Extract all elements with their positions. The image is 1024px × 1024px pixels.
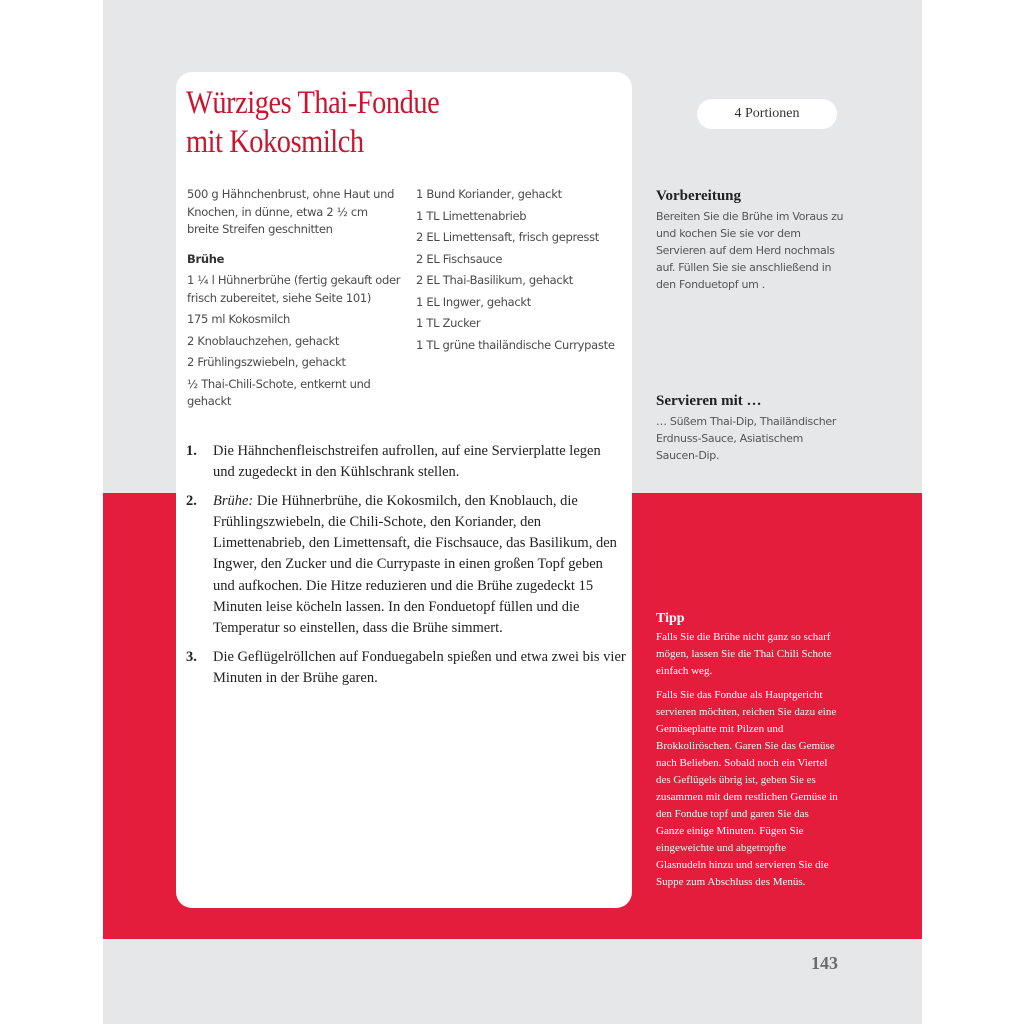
preparation-heading: Vorbereitung bbox=[656, 188, 742, 204]
tip-box bbox=[656, 610, 838, 898]
ingredient-item: ½ Thai-Chili-Schote, entkernt und gehackt bbox=[187, 376, 371, 408]
ingredient-item: 2 EL Thai-Basilikum, gehackt bbox=[416, 273, 574, 287]
preparation-text: Bereiten Sie die Brühe im Voraus zu und kochen Sie sie vor dem Servieren auf dem Herd nochmals auf. Füllen Sie sie anschließend in den Fonduetopf um . bbox=[656, 210, 844, 291]
portions-label: 4 Portionen bbox=[734, 106, 800, 121]
ingredient-item: 2 Knoblauchzehen, gehackt bbox=[187, 333, 340, 348]
ingredient-item: 1 Bund Koriander, gehackt bbox=[416, 187, 562, 201]
step-number: 3. bbox=[186, 648, 197, 665]
tip-heading: Tipp bbox=[656, 611, 685, 626]
method-step bbox=[186, 441, 626, 484]
page-number: 143 bbox=[811, 953, 838, 973]
ingredient-item: 1 TL grüne thailändische Currypaste bbox=[416, 337, 615, 352]
step-number: 2. bbox=[186, 492, 197, 509]
tip-text-2: Falls Sie das Fondue als Hauptgericht servieren möchten, reichen Sie dazu eine Gemüseplatte mit Pilzen und Brokkoliröschen. Garen Sie das Gemüse nach Belieben. Sobald noch ein Viertel des Geflügels übrig ist, geben Sie es zusammen mit dem restlichen Gemüse in den Fondue topf und garen Sie das Ganze einige Minuten. Fügen Sie eingeweichte und abgetropfte Glasnudeln hinzu und servieren Sie die Suppe zum Abschluss des Menüs. bbox=[656, 689, 838, 888]
portions-badge bbox=[697, 99, 837, 129]
ingredient-item: 1 TL Limettenabrieb bbox=[416, 208, 527, 223]
ingredient-item: 500 g Hähnchenbrust, ohne Haut und Knochen, in dünne, etwa 2 ½ cm breite Streifen geschnitten bbox=[187, 187, 395, 236]
ingredient-item: 2 EL Limettensaft, frisch gepresst bbox=[416, 230, 600, 244]
tip-text-1: Falls Sie die Brühe nicht ganz so scharf mögen, lassen Sie die Thai Chili Schote einfach weg. bbox=[656, 631, 832, 677]
serving-box bbox=[656, 392, 846, 464]
ingredient-item: 2 EL Fischsauce bbox=[416, 251, 503, 266]
serving-heading: Servieren mit … bbox=[656, 393, 762, 409]
title-line-2: mit Kokosmilch bbox=[186, 124, 364, 160]
broth-heading: Brühe bbox=[187, 251, 225, 266]
ingredient-item: 1 TL Zucker bbox=[416, 316, 481, 330]
recipe-title bbox=[186, 84, 547, 162]
preparation-box bbox=[656, 187, 846, 293]
step-number: 1. bbox=[186, 443, 197, 459]
step-text: Die Hähnchenfleischstreifen aufrollen, auf eine Servierplatte legen und zugedeckt in den Kühlschrank stellen. bbox=[213, 443, 601, 481]
method-step bbox=[186, 647, 626, 690]
step-text: Die Geflügelröllchen auf Fonduegabeln spießen und etwa zwei bis vier Minuten in der Brühe garen. bbox=[213, 648, 626, 686]
ingredient-item: 1 EL Ingwer, gehackt bbox=[416, 294, 532, 309]
ingredient-item: 1 ¼ l Hühnerbrühe (fertig gekauft oder frisch zubereitet, siehe Seite 101) bbox=[187, 273, 401, 305]
ingredients-left-column bbox=[187, 186, 402, 415]
serving-text: … Süßem Thai-Dip, Thailändischer Erdnuss-Sauce, Asiatischem Saucen-Dip. bbox=[656, 415, 837, 462]
ingredients-right-column bbox=[416, 186, 631, 358]
ingredient-item: 175 ml Kokosmilch bbox=[187, 312, 291, 326]
method-steps bbox=[186, 441, 626, 696]
step-text: Die Hühnerbrühe, die Kokosmilch, den Knoblauch, die Frühlingszwiebeln, die Chili-Schote, den Koriander, den Limettenabrieb, den Limettensaft, die Fischsauce, das Basilikum, den Ingwer, den Zucker und die Currypaste in einen großen Topf geben und aufkochen. Die Hitze reduzieren und die Brühe zugedeckt 15 Minuten leise köcheln lassen. In den Fonduetopf füllen und die Temperatur so einstellen, dass die Brühe simmert. bbox=[213, 492, 617, 637]
ingredient-item: 2 Frühlingszwiebeln, gehackt bbox=[187, 355, 346, 369]
title-line-1: Würziges Thai-Fondue bbox=[186, 85, 440, 121]
method-step bbox=[186, 491, 626, 640]
step-lead: Brühe: bbox=[213, 492, 254, 509]
